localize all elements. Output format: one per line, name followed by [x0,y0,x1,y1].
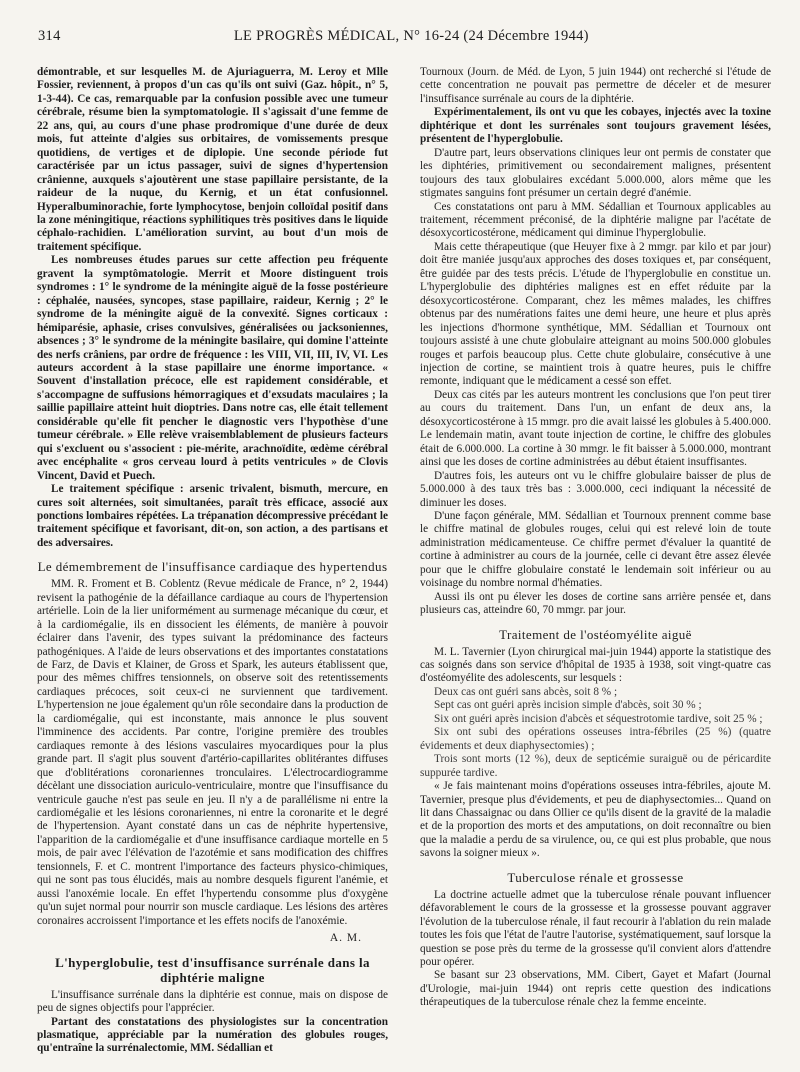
list-item: Six ont subi des opérations osseuses intra-fébriles (25 %) (quatre évidements et deux diaphysectomies) ; [420,726,771,752]
paragraph: L'insuffisance surrénale dans la diphtérie est connue, mais on dispose de peu de signes objectifs pour l'apprécier. [37,988,388,1015]
section-heading: L'hyperglobulie, test d'insuffisance surrénale dans la diphtérie maligne [55,954,370,985]
journal-title: LE PROGRÈS MÉDICAL, N° 16-24 (24 Décembre 1944) [233,28,589,44]
paragraph: D'une façon générale, MM. Sédallian et Tournoux prennent comme base le chiffre matinal de globules rouges, celui qui est relevé loin de toute administration médicamenteuse. Ce chiffre permet d'évaluer la quantité de cortine à administrer au cours de la journée, celle ci devant être assez élevée pour que le chiffre globulaire constaté le lendemain soit inférieur ou au voisinage du nombre normal d'hématies. [420,509,771,590]
paragraph: D'autres fois, les auteurs ont vu le chiffre globulaire baisser de plus de 5.000.000 à des taux très bas : 3.000.000, ceci indiquant la nécessité de diminuer les doses. [420,469,771,509]
running-head [38,28,762,45]
paragraph: Le traitement spécifique : arsenic trivalent, bismuth, mercure, en cures soit alternées, soit simultanées, paraît très efficace, associé aux ponctions lombaires répétées. La trépanation décompressive précédant le traitement spécifique et favorisant, dit-on, son action, a des partisans et des adversaires. [37,483,388,549]
paragraph: Les nombreuses études parues sur cette affection peu fréquente gravent la symptômatologie. Merrit et Moore distinguent trois syndromes : 1° le syndrome de la méningite aiguë de la fosse postérieure : céphalée, nausées, syncopes, stase papillaire, raideur, Kernig ; 2° le syndrome de la méningite aiguë de la convexité. Signes corticaux : hémiparésie, aphasie, crises convulsives, généralisées ou jacksoniennes, absences ; 3° le syndrome de la méningite basilaire, qui domine l'atteinte des nerfs crâniens, par ordre de fréquence : les VIII, VII, III, IV, VI. Les auteurs accordent à la stase papillaire une énorme importance. « Souvent d'installation précoce, elle est rapidement considérable, et s'accompagne de suffusions hémorragiques et d'exsudats maculaires ; la saillie papillaire atteint huit dioptries. Dans notre cas, elle était tellement considérable qu'elle fit pencher le diagnostic vers l'hypothèse d'une tumeur cérébrale. » Elle relève vraisemblablement de plusieurs facteurs qui s'excluent ou s'associent : pie-mérite, arachnoïdite, œdème cérébral avec encéphalite « gros cerveau lourd à petits ventricules » de Clovis Vincent, David et Puech. [37,254,388,482]
page-number: 314 [38,28,61,44]
paragraph: La doctrine actuelle admet que la tuberculose rénale pouvant influencer défavorablement le cours de la grossesse et la grossesse pouvant aggraver l'évolution de la tuberculose rénale, il faut recourir à l'ablation du rein malade toutes les fois que l'état de l'autre l'autorise, systématiquement, sauf lorsque la question se pose près du terme de la grossesse qu'il convient alors d'attendre pour opérer. [420,888,771,968]
paragraph: Aussi ils ont pu élever les doses de cortine sans arrière pensée et, dans plusieurs cas, atteindre 60, 70 mmgr. par jour. [420,590,771,617]
paragraph: M. L. Tavernier (Lyon chirurgical mai-juin 1944) apporte la statistique des cas soignés dans son service d'hôpital de 1935 à 1938, soit vingt-quatre cas d'ostéomyélite des adolescents, sur lesquels : [420,645,771,685]
list-item: Sept cas ont guéri après incision simple d'abcès, soit 30 % ; [434,699,702,712]
list-item: Deux cas ont guéri sans abcès, soit 8 % ; [434,685,618,698]
list-item: Six ont guéri après incision d'abcès et séquestrotomie tardive, soit 25 % ; [434,712,763,725]
paragraph: Ces constatations ont paru à MM. Sédallian et Tournoux applicables au traitement, récemment préconisé, de la diphtérie maligne par l'acétate de désoxycorticostérone, médicament qui diminue l'hyperglobulie. [420,200,771,240]
paragraph: « Je fais maintenant moins d'opérations osseuses intra-fébriles, ajoute M. Tavernier, presque plus d'évidements, et peu de diaphysectomies... Quand on lit dans Chassaignac ou dans Ollier ce qu'ils disent de la gravité de la maladie et de la proportion des morts et des amputations, on doit reconnaître ou bien que la maladie a perdu de sa virulence, ou, ce qui est plus probable, que nous savons la soigner mieux ». [420,780,771,860]
paragraph: Partant des constatations des physiologistes sur la concentration plasmatique, appréciable par la numération des globules rouges, qu'entraîne la surrénalectomie, MM. Sédallian et [37,1015,388,1055]
section-heading: Traitement de l'ostéomyélite aiguë [499,626,692,642]
author-signature: A. M. [329,932,362,945]
section-heading: Tuberculose rénale et grossesse [507,869,684,885]
paragraph: Deux cas cités par les auteurs montrent les conclusions que l'on peut tirer au cours du traitement. Dans l'un, un enfant de deux ans, la désoxycorticostérone à 15 mmgr. pro die avait laissé les globules à 5.400.000. Le lendemain matin, avant toute injection de cortine, le chiffre des globules était de 6.000.000. La cortine à 30 mmgr. le fit baisser à 5.000.000, montrant ainsi que les doses de cortine administrées au début étaient insuffisantes. [420,388,771,469]
paragraph: Tournoux (Journ. de Méd. de Lyon, 5 juin 1944) ont recherché si l'étude de cette concentration ne pouvait pas permettre de déceler et de mesurer l'insuffisance surrénale au cours de la diphtérie. [420,66,771,105]
paragraph: Se basant sur 23 observations, MM. Cibert, Gayet et Mafart (Journal d'Urologie, mai-juin 1944) ont repris cette question des indications thérapeutiques de la tuberculose rénale chez la femme enceinte. [420,969,771,1009]
section-heading: Le démembrement de l'insuffisance cardiaque des hypertendus [37,559,388,575]
paragraph: Expérimentalement, ils ont vu que les cobayes, injectés avec la toxine diphtérique et dont les surrénales sont toujours gravement lésées, présentent de l'hyperglobulie. [420,106,771,146]
right-column [420,66,771,1010]
paragraph: MM. R. Froment et B. Coblentz (Revue médicale de France, n° 2, 1944) revisent la pathogénie de la défaillance cardiaque au cours de l'hypertension artérielle. Loin de la lier uniformément au surmenage mécanique du cœur, et à la cardiomégalie, ils en dissocient les éléments, de manière à pouvoir éclairer dans l'avenir, des types suivant la prédominance des facteurs pathogéniques. A l'aide de leurs observations et des importantes constatations de Farz, de Davis et Klainer, de Gross et Spark, les auteurs établissent que, pour des mêmes chiffres tensionnels, on observe soit des retentissements cardiaques précoces, soit ceux-ci ne surviennent que tardivement. L'hypertension ne joue également qu'un rôle secondaire dans la production de la cardiomégalie, qui est inconstante, mais annonce le plus souvent l'imminence des accidents. Par contre, l'origine première des troubles cardiaques remonte à des lésions vasculaires myocardiques pour la plus grande part. Il s'agit plus souvent d'artério-capillarites oblitérantes diffuses que d'oblitérations coronariennes tronculaires. L'électrocardiogramme décèlant une dissociation auriculo-ventriculaire, montre que l'insuffisance du ventricule gauche n'est pas seule en jeu. Il n'y a de parallélisme ni entre la cardiomégalie et les lésions coronariennes, ni entre la coronarite et le degré de l'hypertension. Ayant constaté dans un cas de néphrite hypertensive, l'apparition de la cardiomégalie et d'une insuffisance cardiaque mortelle en 5 mois, de pair avec l'élévation de l'azotémie et sans modification des chiffres tensionnels, F. et C. montrent l'importance des facteurs physico-chimiques, qui ne sont pas tous élucidés, mais au nombre desquels figurent l'anémie, et aussi l'anoxémie locale. En effet l'hypertendu consomme plus d'oxygène qu'un sujet normal pour nourrir son muscle cardiaque. Les lésions des artères coronaires accroissent l'importance et les effets nocifs de l'anoxémie. [37,578,388,927]
paragraph: D'autre part, leurs observations cliniques leur ont permis de constater que les diphtéries, primitivement ou secondairement malignes, présentent toujours des taux globulaires excédant 5.000.000, alors même que les stigmates sanguins font présumer un certain degré d'anémie. [420,146,771,200]
paragraph: démontrable, et sur lesquelles M. de Ajuriaguerra, M. Leroy et Mlle Fossier, reviennent, à propos d'un cas qu'ils ont suivi (Gaz. hôpit., n° 5, 1-3-44). Ce cas, remarquable par la confusion possible avec une tumeur cérébrale, résume bien la symptomatologie. Il s'agissait d'une femme de 22 ans, qui, au cours d'une phase prodromique d'une durée de deux mois, fut atteinte d'algies sus orbitaires, de vomissements presque quotidiens, de vertiges et de diplopie. Une seconde période fut caractérisée par un ictus passager, suivi de signes d'hypertension crânienne, auxquels s'ajoutèrent une stase papillaire persistante, de la raideur de la nuque, du Kernig, et un état confusionnel. Hyperalbuminorachie, forte lymphocytose, benjoin colloïdal positif dans la zone méningitique, réactions syphilitiques très positives dans le liquide céphalo-rachidien. L'amélioration survint, au bout d'un mois de traitement spécifique. [37,66,388,253]
list-item: Trois sont morts (12 %), deux de septicémie suraiguë ou de péricardite suppurée tardive. [420,753,771,779]
paragraph: Mais cette thérapeutique (que Heuyer fixe à 2 mmgr. par kilo et par jour) doit être maniée jusqu'aux approches des doses toxiques et, par conséquent, être guidée par des tests précis. L'étude de l'hyperglobulie en constitue un. L'hyperglobulie des diphtéries malignes est en effet réduite par la désoxycorticostérone. Comparant, chez les mêmes malades, les chiffres obtenus par des numérations faites une demi heure, une heure et plus après les injections d'hormone synthétique, MM. Sédallian et Tournoux ont toujours assisté à une chute globulaire atteignant au moins 500.000 globules rouges et parfois beaucoup plus. Cette chute globulaire, consécutive à une injection de cortine, se maintient trois à quatre heures, puis le chiffre remonte, indiquant que le médicament a cessé son effet. [420,240,771,388]
left-column [37,66,388,1056]
